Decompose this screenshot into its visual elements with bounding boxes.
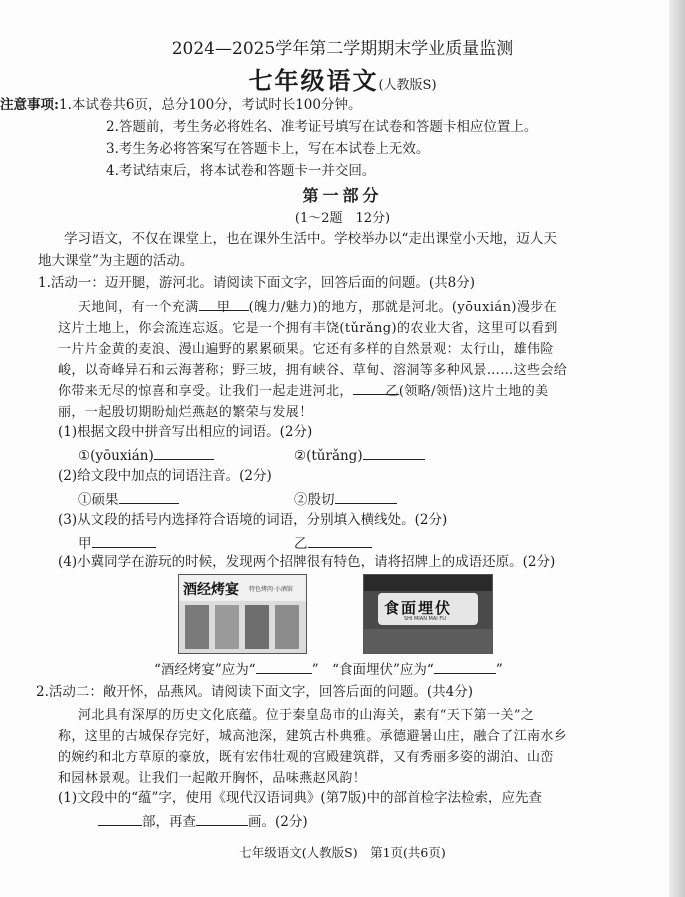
q2-heading: 2.活动二：敞开怀，品燕风。请阅读下面文字，回答后面的问题。(共4分) [36, 684, 474, 700]
q1-sub3-b: 乙 [294, 533, 372, 554]
q1-sub2: (2)给文段中加点的词语注音。(2分) [58, 468, 272, 484]
sign1-text: 酒经烤宴 [183, 582, 239, 598]
q2-passage-line-1: 河北具有深厚的历史文化底蕴。位于秦皇岛市的山海关，素有“天下第一关”之 [78, 708, 535, 723]
q1-sub2-a: ①硕果 [78, 489, 179, 510]
q1-sub4-answer: “酒经烤宴”应为“ ” “食面埋伏”应为“ ” [154, 659, 503, 680]
subject-title [0, 61, 685, 96]
q2-passage-line-3: 的婉约和北方草原的豪放，既有宏伟壮观的宫殿建筑群，又有秀丽多姿的湖泊、山峦 [58, 750, 554, 765]
blank-yi: 乙 [353, 380, 399, 395]
q1-passage-line-4: 峻，以奇峰异石和云海著称；野三坡，拥有峡谷、草甸、溶洞等多种风景……这些会给 [58, 363, 568, 378]
sign1-small-text: 特色烤肉·小酒馆 [249, 586, 293, 593]
q1-sub1-b: ②(tǔrǎng) [294, 445, 425, 466]
sign2-small-text: SHI MIAN MAI FU [404, 616, 446, 622]
q1-sub4: (4)小冀同学在游玩的时候，发现两个招牌很有特色，请将招牌上的成语还原。(2分) [58, 554, 556, 570]
q1-sub3: (3)从文段的括号内选择符合语境的词语，分别填入横线处。(2分) [58, 512, 448, 528]
q1-sub1: (1)根据文段中拼音写出相应的词语。(2分) [58, 424, 313, 440]
sign-photo-1 [178, 574, 307, 654]
q1-passage-line-1: 天地间，有一个充满 甲 (魄力/魅力)的地方，那就是河北。(yōuxián)漫步在 [78, 296, 557, 315]
q1-heading: 1.活动一：迈开腿，游河北。请阅读下面文字，回答后面的问题。(共8分) [38, 275, 476, 291]
notes-item-4: 4.考试结束后，将本试卷和答题卡一并交回。 [106, 163, 376, 179]
edition-label: (人教版S) [378, 78, 437, 93]
q1-passage-line-2: 这片土地上，你会流连忘返。它是一个拥有丰饶(tǔrǎng)的农业大省，这里可以看到 [58, 321, 558, 336]
q1-passage-line-6: 丽，一起殷切期盼灿烂燕赵的繁荣与发展！ [58, 405, 313, 420]
q2-sub1-line-1: (1)文段中的“蕴”字，使用《现代汉语词典》(第7版)中的部首检字法检索，应先查 [58, 790, 543, 806]
q1-sub1-a: ①(yōuxián) [78, 445, 214, 466]
q1-passage-line-3: 一片片金黄的麦浪、漫山遍野的累累硕果。它还有多样的自然景观：太行山，雄伟险 [58, 342, 554, 357]
notes-item-1: 注意事项:1.本试卷共6页，总分100分，考试时长100分钟。 [0, 97, 362, 113]
q2-passage-line-2: 称，这里的古城保存完好，城高池深，建筑古朴典雅。承德避暑山庄，融合了江南水乡 [58, 729, 568, 744]
subject-name: 七年级语文 [248, 66, 379, 95]
page-footer: 七年级语文(人教版S) 第1页(共6页) [239, 845, 446, 860]
intro-line-2: 地大课堂”为主题的活动。 [38, 253, 194, 269]
blank-jia: 甲 [199, 296, 249, 311]
q1-passage-line-5: 你带来无尽的惊喜和享受。让我们一起走进河北， 乙(领略/领悟)这片土地的美 [58, 380, 549, 399]
notes-item-3: 3.考生务必将答案写在答题卡上，写在本试卷上无效。 [106, 141, 430, 157]
notes-item-2: 2.答题前，考生务必将姓名、准考证号填写在试卷和答题卡相应位置上。 [106, 119, 538, 135]
section-subtitle: (1～2题 12分) [294, 211, 391, 226]
page-edge [669, 0, 685, 897]
q2-passage-line-4: 和园林景观。让我们一起敞开胸怀，品味燕赵风韵！ [58, 771, 367, 786]
q1-sub3-a: 甲 [78, 533, 156, 554]
sign2-text: 食面埋伏 [384, 599, 453, 617]
notes-label: 注意事项: [0, 97, 59, 113]
q1-sub2-b: ②殷切 [294, 489, 397, 510]
exam-title: 2024—2025学年第二学期期末学业质量监测 [171, 39, 514, 59]
sign-photo-2 [363, 574, 493, 654]
q2-sub1-line-2: 部，再查 画。(2分) [98, 811, 308, 832]
section-title: 第一部分 [302, 186, 383, 205]
intro-line-1: 学习语文，不仅在课堂上，也在课外生活中。学校举办以“走出课堂小天地，迈人天 [64, 231, 557, 247]
